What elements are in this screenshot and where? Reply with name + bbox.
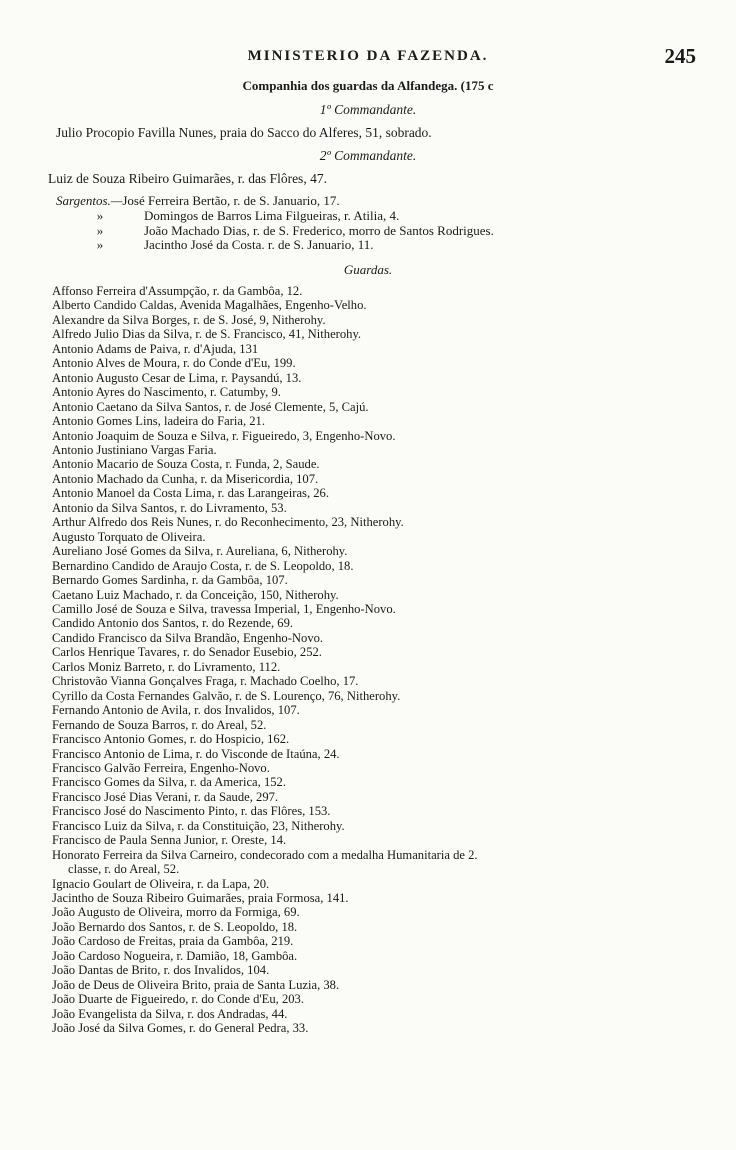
guard-entry: João Duarte de Figueiredo, r. do Conde d'Eu, 203. bbox=[52, 992, 304, 1007]
guard-entry: Francisco de Paula Senna Junior, r. Oreste, 14. bbox=[52, 833, 287, 848]
guard-entry: Alexandre da Silva Borges, r. de S. José, 9, Nitherohy. bbox=[52, 312, 326, 327]
guard-entry: João Cardoso de Freitas, praia da Gambôa, 219. bbox=[52, 934, 294, 949]
guard-entry: Antonio Macario de Souza Costa, r. Funda, 2, Saude. bbox=[52, 457, 320, 472]
guard-entry: Antonio Gomes Lins, ladeira do Faria, 21. bbox=[52, 414, 266, 429]
ditto-mark: » bbox=[96, 237, 104, 253]
sargento-text: João Machado Dias, r. de S. Frederico, morro de Santos Rodrigues. bbox=[144, 222, 494, 238]
guard-entry: Alberto Candido Caldas, Avenida Magalhães, Engenho-Velho. bbox=[52, 298, 367, 313]
guard-entry: Antonio da Silva Santos, r. do Livramento, 53. bbox=[52, 500, 287, 515]
sargentos-list bbox=[56, 194, 494, 253]
guard-entry: João Dantas de Brito, r. dos Invalidos, 104. bbox=[52, 963, 270, 978]
guard-entry: Antonio Alves de Moura, r. do Conde d'Eu, 199. bbox=[52, 356, 296, 371]
guard-entry: Arthur Alfredo dos Reis Nunes, r. do Reconhecimento, 23, Nitherohy. bbox=[52, 515, 404, 530]
second-commander-entry: Luiz de Souza Ribeiro Guimarães, r. das Flôres, 47. bbox=[48, 171, 327, 186]
first-commander-label: 1º Commandante. bbox=[319, 102, 417, 117]
guard-entry: Candido Francisco da Silva Brandão, Engenho-Novo. bbox=[52, 630, 324, 645]
guard-entry: Alfredo Julio Dias da Silva, r. de S. Francisco, 41, Nitherohy. bbox=[52, 327, 362, 342]
guard-entry: Cyrillo da Costa Fernandes Galvão, r. de S. Lourenço, 76, Nitherohy. bbox=[52, 688, 401, 703]
running-head-title: MINISTERIO DA FAZENDA. bbox=[247, 48, 489, 64]
section-title: Companhia dos guardas da Alfandega. (175 c bbox=[242, 78, 494, 93]
guardas-heading: Guardas. bbox=[343, 262, 393, 277]
guard-entry: Francisco Antonio Gomes, r. do Hospicio, 162. bbox=[52, 732, 290, 747]
guard-entry: Ignacio Goulart de Oliveira, r. da Lapa, 20. bbox=[52, 876, 270, 891]
guard-entry: Christovão Vianna Gonçalves Fraga, r. Machado Coelho, 17. bbox=[52, 674, 359, 689]
guard-entry: João Bernardo dos Santos, r. de S. Leopoldo, 18. bbox=[52, 919, 298, 934]
sargento-text: José Ferreira Bertão, r. de S. Januario, 17. bbox=[122, 193, 340, 208]
guard-entry: Francisco Galvão Ferreira, Engenho-Novo. bbox=[52, 760, 270, 775]
guard-entry: Francisco José do Nascimento Pinto, r. das Flôres, 153. bbox=[52, 804, 331, 819]
guard-entry: Augusto Torquato de Oliveira. bbox=[52, 529, 206, 544]
guard-entry: Antonio Caetano da Silva Santos, r. de José Clemente, 5, Cajú. bbox=[52, 399, 369, 414]
sargento-text: Jacintho José da Costa. r. de S. Januario, 11. bbox=[144, 237, 374, 253]
guard-entry: João Evangelista da Silva, r. dos Andradas, 44. bbox=[52, 1006, 288, 1021]
guard-entry: Antonio Joaquim de Souza e Silva, r. Figueiredo, 3, Engenho-Novo. bbox=[52, 428, 396, 443]
guard-entry: Francisco Luiz da Silva, r. da Constituição, 23, Nitherohy. bbox=[52, 818, 345, 833]
guardas-list bbox=[52, 284, 712, 1036]
guard-entry: Fernando Antonio de Avila, r. dos Invalidos, 107. bbox=[52, 703, 300, 718]
guard-entry: Honorato Ferreira da Silva Carneiro, condecorado com a medalha Humanitaria de 2. bbox=[52, 847, 478, 862]
sargento-entry bbox=[56, 238, 494, 253]
guard-entry: Francisco Gomes da Silva, r. da America, 152. bbox=[52, 775, 286, 790]
sargento-entry bbox=[56, 224, 494, 239]
guard-entry: Camillo José de Souza e Silva, travessa Imperial, 1, Engenho-Novo. bbox=[52, 601, 396, 616]
guard-entry: João José da Silva Gomes, r. do General Pedra, 33. bbox=[52, 1021, 309, 1036]
guard-entry: Antonio Ayres do Nascimento, r. Catumby, 9. bbox=[52, 385, 281, 400]
guard-entry: João Augusto de Oliveira, morro da Formiga, 69. bbox=[52, 905, 300, 920]
page-number: 245 bbox=[664, 44, 696, 68]
guard-entry: Caetano Luiz Machado, r. da Conceição, 150, Nitherohy. bbox=[52, 587, 339, 602]
guard-entry: Carlos Henrique Tavares, r. do Senador Eusebio, 252. bbox=[52, 645, 322, 660]
first-commander-entry: Julio Procopio Favilla Nunes, praia do Sacco do Alferes, 51, sobrado. bbox=[56, 125, 432, 140]
guard-entry: Jacintho de Souza Ribeiro Guimarães, praia Formosa, 141. bbox=[52, 891, 349, 906]
ditto-mark: » bbox=[96, 222, 104, 238]
sargento-entry bbox=[56, 194, 494, 209]
guard-entry: Antonio Machado da Cunha, r. da Misericordia, 107. bbox=[52, 471, 319, 486]
guard-entry: Francisco José Dias Verani, r. da Saude, 297. bbox=[52, 789, 279, 804]
guard-entry: Antonio Adams de Paiva, r. d'Ajuda, 131 bbox=[52, 341, 259, 356]
guard-entry: Aureliano José Gomes da Silva, r. Aureliana, 6, Nitherohy. bbox=[52, 544, 348, 559]
second-commander-label: 2º Commandante. bbox=[319, 148, 417, 163]
sargento-text: Domingos de Barros Lima Filgueiras, r. Atilia, 4. bbox=[144, 207, 400, 223]
guard-entry: Carlos Moniz Barreto, r. do Livramento, 112. bbox=[52, 659, 281, 674]
sargentos-label: Sargentos.— bbox=[56, 193, 123, 208]
sargento-entry bbox=[56, 209, 494, 224]
guard-entry: Antonio Manoel da Costa Lima, r. das Larangeiras, 26. bbox=[52, 486, 329, 501]
guard-entry: Fernando de Souza Barros, r. do Areal, 52. bbox=[52, 717, 267, 732]
guard-entry: Bernardino Candido de Araujo Costa, r. de S. Leopoldo, 18. bbox=[52, 558, 354, 573]
guard-entry: João de Deus de Oliveira Brito, praia de Santa Luzia, 38. bbox=[52, 977, 340, 992]
guard-entry: Candido Antonio dos Santos, r. do Rezende, 69. bbox=[52, 616, 294, 631]
ditto-mark: » bbox=[96, 207, 104, 223]
guard-entry: Francisco Antonio de Lima, r. do Visconde de Itaúna, 24. bbox=[52, 746, 340, 761]
guard-entry: Antonio Augusto Cesar de Lima, r. Paysandú, 13. bbox=[52, 370, 302, 385]
guard-entry: João Cardoso Nogueira, r. Damião, 18, Gambôa. bbox=[52, 948, 298, 963]
guard-entry: Bernardo Gomes Sardinha, r. da Gambôa, 107. bbox=[52, 573, 288, 588]
guard-entry: Antonio Justiniano Vargas Faria. bbox=[52, 442, 217, 457]
guard-entry: classe, r. do Areal, 52. bbox=[68, 862, 180, 877]
guard-entry: Affonso Ferreira d'Assumpção, r. da Gambôa, 12. bbox=[52, 284, 303, 298]
